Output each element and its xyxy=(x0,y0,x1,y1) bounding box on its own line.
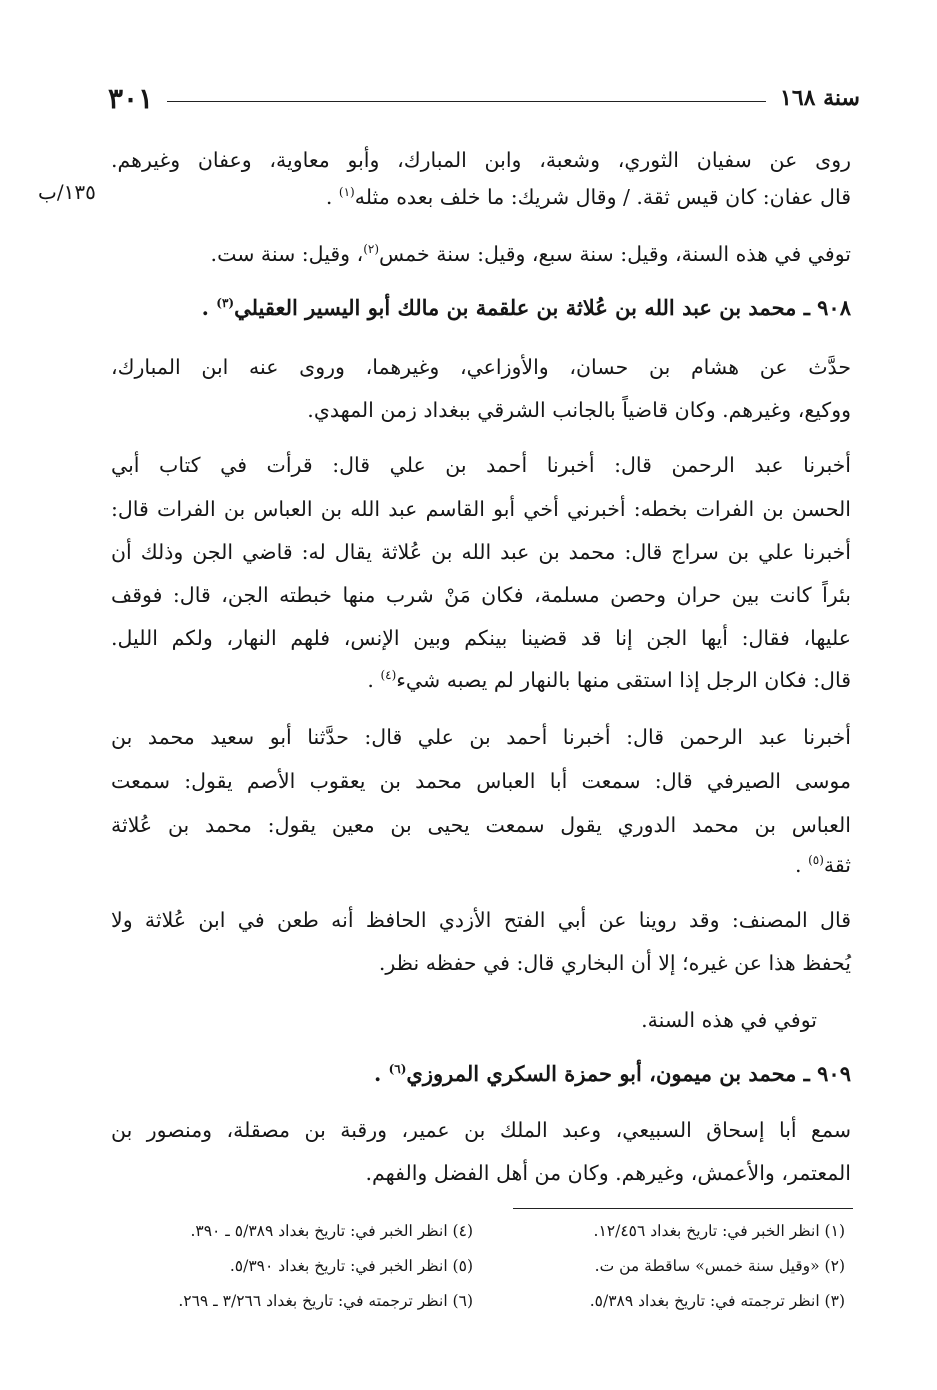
footnote-ref: (٤) xyxy=(380,668,397,683)
footnote: (١) انظر الخبر في: تاريخ بغداد ١٢/٤٥٦. xyxy=(593,1222,845,1240)
footnote-ref: (٦) xyxy=(388,1062,407,1076)
text-span: ، وقيل: سنة ست. xyxy=(210,242,364,266)
text-line: يُحفظ هذا عن غيره؛ إلا أن البخاري قال: في حفظه نظر. xyxy=(378,951,851,975)
text-line: حدَّث عن هشام بن حسان، والأوزاعي، وغيرهما، وروى عنه ابن المبارك، xyxy=(111,355,851,379)
text-span: توفي في هذه السنة، وقيل: سنة سبع، وقيل: سنة خمس xyxy=(379,242,851,266)
text-line: الحسن بن الفرات بخطه: أخبرني أخي أبو القاسم عبد الله بن العباس بن الفرات قال: xyxy=(111,497,851,521)
entry-heading: ٩٠٩ ـ محمد بن ميمون، أبو حمزة السكري المروزي$^{(٦)}$ . xyxy=(373,1061,851,1086)
text-line: بئراً كانت بين حران وحصن مسلمة، فكان مَنْ شرب منها خبطته الجن، قال: فوقف xyxy=(111,583,851,607)
footnote: (٥) انظر الخبر في: تاريخ بغداد ٥/٣٩٠. xyxy=(229,1257,473,1275)
footnote: (٤) انظر الخبر في: تاريخ بغداد ٥/٣٨٩ ـ ٣٩٠. xyxy=(190,1222,473,1240)
header-year: سنة ١٦٨ xyxy=(780,85,860,111)
footnote-ref: (٣) xyxy=(216,296,235,310)
text-line: قال: فكان الرجل إذا استقى منها بالنهار لم يصبه شيء$^{(٤)}$ . xyxy=(367,668,851,692)
footnote: (٦) انظر ترجمته في: تاريخ بغداد ٣/٢٦٦ ـ ٢٦٩. xyxy=(178,1292,473,1310)
header-rule xyxy=(167,101,766,102)
text-line: سمع أبا إسحاق السبيعي، وعبد الملك بن عمير، ورقبة بن مصقلة، ومنصور بن xyxy=(111,1118,851,1142)
entry-heading-text: ٩٠٨ ـ محمد بن عبد الله بن عُلاثة بن علقمة بن مالك أبو اليسير العقيلي xyxy=(234,295,851,320)
text-line: أخبرنا علي بن سراج قال: محمد بن عبد الله بن عُلاثة يقال له: قاضي الجن وذلك أن xyxy=(111,540,851,564)
running-header xyxy=(108,78,860,118)
footnote-ref: (٥) xyxy=(808,853,824,868)
text-line: قال عفان: كان قيس ثقة. / وقال شريك: ما خلف بعده مثله$^{(١)}$ . xyxy=(325,185,851,209)
text-line xyxy=(111,244,851,265)
text-line: ثقة$^{(٥)}$ . xyxy=(795,853,851,877)
text-line: أخبرنا عبد الرحمن قال: أخبرنا أحمد بن علي قال: قرأت في كتاب أبي xyxy=(111,453,851,477)
footnote-separator xyxy=(513,1208,853,1209)
page-number: ٣٠١ xyxy=(108,81,154,115)
text-line: توفي في هذه السنة. xyxy=(641,1008,817,1032)
text-span: ثقة xyxy=(823,853,851,877)
entry-heading: ٩٠٨ ـ محمد بن عبد الله بن عُلاثة بن علقمة بن مالك أبو اليسير العقيلي$^{(٣)}$ . xyxy=(201,295,851,320)
text-span: قال عفان: كان قيس ثقة. / وقال شريك: ما خلف بعده مثله xyxy=(354,185,851,209)
text-line: أخبرنا عبد الرحمن قال: أخبرنا أحمد بن علي قال: حدَّثنا أبو سعيد محمد بن xyxy=(111,725,851,749)
footnote-ref: (٢) xyxy=(363,242,380,257)
text-line: ووكيع، وغيرهم. وكان قاضياً بالجانب الشرقي ببغداد زمن المهدي. xyxy=(307,398,851,422)
text-line: عليها، فقال: أيها الجن إنا قد قضينا بينكم وبين الإنس، فلهم النهار، ولكم الليل. xyxy=(111,626,851,650)
footnote-ref: (١) xyxy=(338,185,355,200)
manuscript-folio-note: ١٣٥/ب xyxy=(38,180,96,204)
text-line: العباس بن محمد الدوري يقول سمعت يحيى بن معين يقول: محمد بن عُلاثة xyxy=(111,813,851,837)
footnote: (٢) «وقيل سنة خمس» ساقطة من ت. xyxy=(594,1257,845,1275)
entry-heading-text: ٩٠٩ ـ محمد بن ميمون، أبو حمزة السكري المروزي xyxy=(406,1061,851,1086)
text-line: قال المصنف: وقد روينا عن أبي الفتح الأزدي الحافظ أنه طعن في ابن عُلاثة ولا xyxy=(111,908,851,932)
text-span: قال: فكان الرجل إذا استقى منها بالنهار لم يصبه شيء xyxy=(396,668,851,692)
footnote: (٣) انظر ترجمته في: تاريخ بغداد ٥/٣٨٩. xyxy=(589,1292,845,1310)
text-line: المعتمر، والأعمش، وغيرهم. وكان من أهل الفضل والفهم. xyxy=(365,1161,851,1185)
text-line: روى عن سفيان الثوري، وشعبة، وابن المبارك، وأبو معاوية، وعفان وغيرهم. xyxy=(111,148,851,172)
text-line: موسى الصيرفي قال: سمعت أبا العباس محمد بن يعقوب الأصم يقول: سمعت xyxy=(111,769,851,793)
